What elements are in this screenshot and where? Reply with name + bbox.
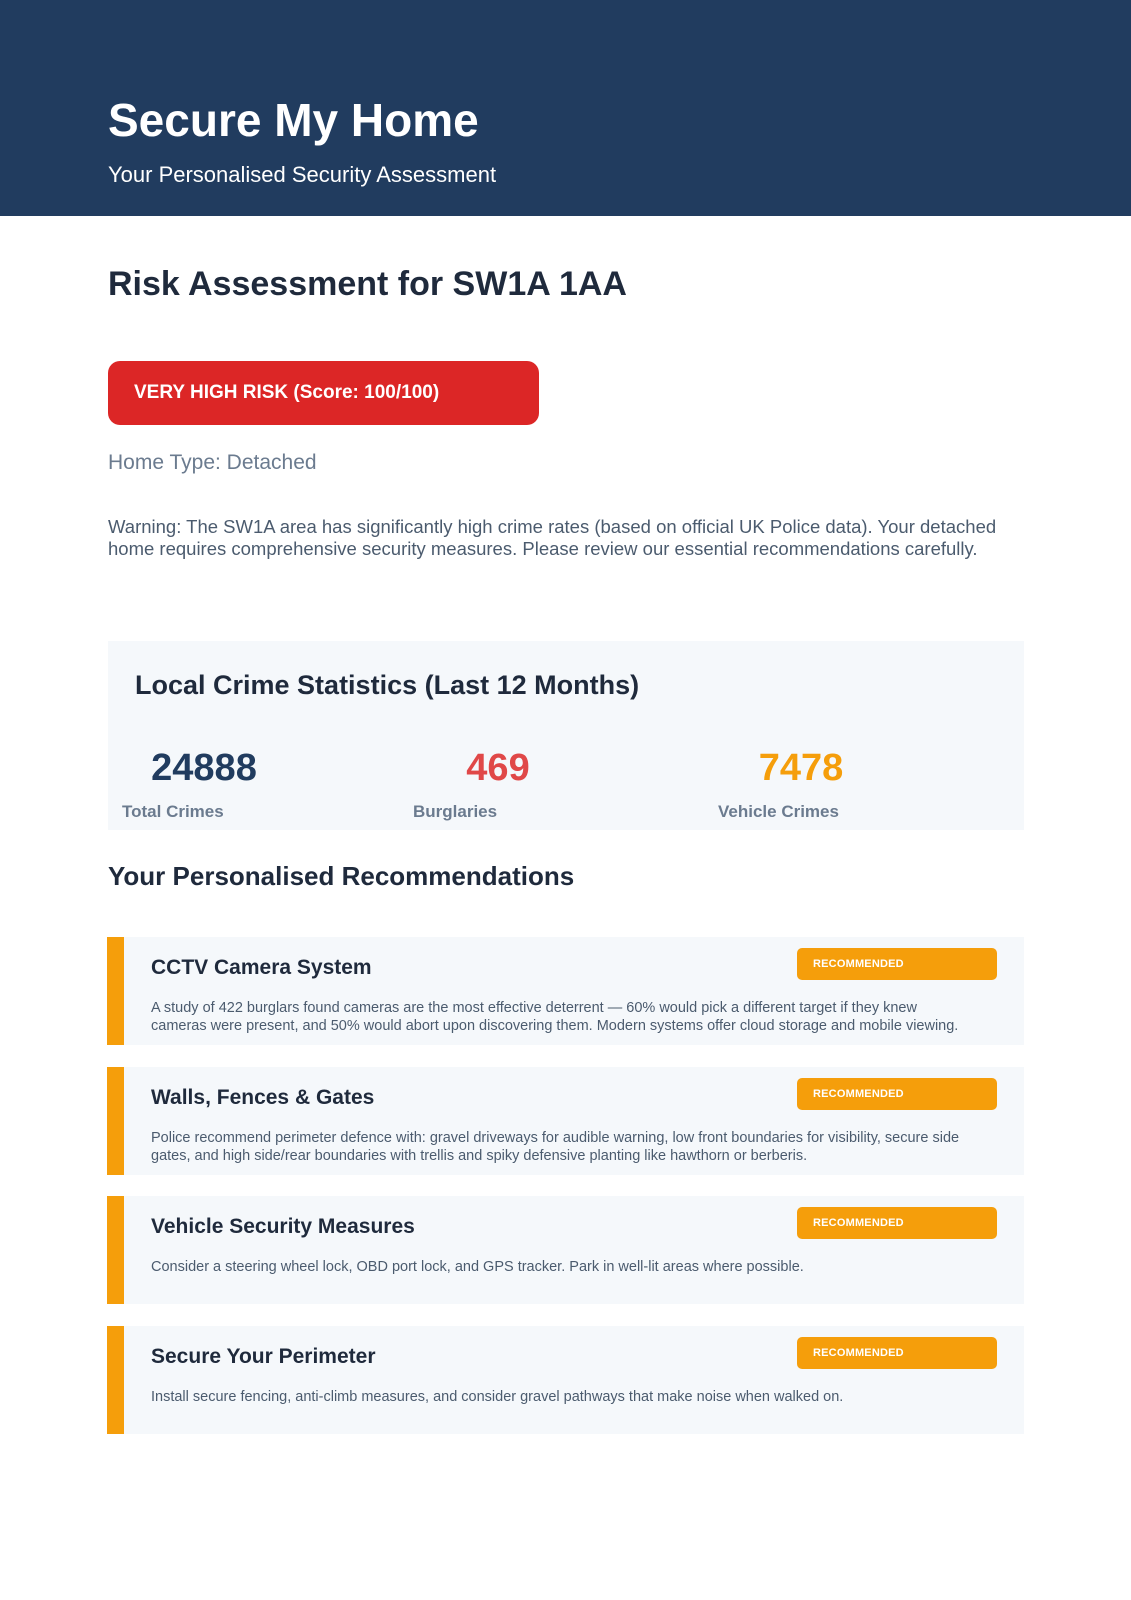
stat-label: Total Crimes <box>122 802 224 821</box>
page-header <box>0 0 1131 216</box>
recommended-badge: RECOMMENDED <box>797 1207 997 1239</box>
recommendation-card-vehicle <box>107 1196 1024 1304</box>
stat-value: 24888 <box>151 747 257 789</box>
stat-label: Vehicle Crimes <box>718 802 839 821</box>
stat-value: 469 <box>466 747 530 789</box>
recommendations-heading: Your Personalised Recommendations <box>108 861 575 891</box>
card-accent-bar <box>107 1196 124 1304</box>
page-title: Risk Assessment for SW1A 1AA <box>108 265 627 303</box>
stats-title: Local Crime Statistics (Last 12 Months) <box>135 670 640 700</box>
card-title: Walls, Fences & Gates <box>151 1086 375 1109</box>
card-accent-bar <box>107 1067 124 1175</box>
crime-stats-panel <box>108 641 1024 830</box>
recommended-badge: RECOMMENDED <box>797 1078 997 1110</box>
card-description: Consider a steering wheel lock, OBD port lock, and GPS tracker. Park in well-lit areas where possible. <box>151 1259 804 1275</box>
recommendation-card-walls <box>107 1067 1024 1175</box>
card-accent-bar <box>107 937 124 1045</box>
recommendation-card-cctv <box>107 937 1024 1045</box>
card-title: Vehicle Security Measures <box>151 1215 415 1238</box>
stat-value: 7478 <box>758 747 844 789</box>
risk-level-badge: VERY HIGH RISK (Score: 100/100) <box>108 361 539 425</box>
card-description: Install secure fencing, anti-climb measures, and consider gravel pathways that make noise when walked on. <box>151 1389 844 1405</box>
brand-subtitle: Your Personalised Security Assessment <box>108 162 497 187</box>
stat-label: Burglaries <box>413 802 498 821</box>
card-title: Secure Your Perimeter <box>151 1345 376 1368</box>
card-description: Police recommend perimeter defence with: gravel driveways for audible warning, low front boundaries for visibility, secure side gates, and high side/rear boundaries with trellis and spiky defensive planting like hawthorn or berberis. <box>151 1130 960 1164</box>
home-type: Home Type: Detached <box>108 451 317 474</box>
recommended-badge: RECOMMENDED <box>797 948 997 980</box>
card-accent-bar <box>107 1326 124 1434</box>
risk-warning-text: Warning: The SW1A area has significantly high crime rates (based on official UK Police data). Your detached home requires comprehensive security measures. Please review our essential recommendations carefully. <box>108 516 997 559</box>
card-description: A study of 422 burglars found cameras are the most effective deterrent — 60% would pick a different target if they knew cameras were present, and 50% would abort upon discovering them. Modern systems offer cloud storage and mobile viewing. <box>151 1000 959 1034</box>
brand-title: Secure My Home <box>108 94 479 146</box>
recommendation-card-perimeter <box>107 1326 1024 1434</box>
card-title: CCTV Camera System <box>151 956 372 979</box>
recommended-badge: RECOMMENDED <box>797 1337 997 1369</box>
